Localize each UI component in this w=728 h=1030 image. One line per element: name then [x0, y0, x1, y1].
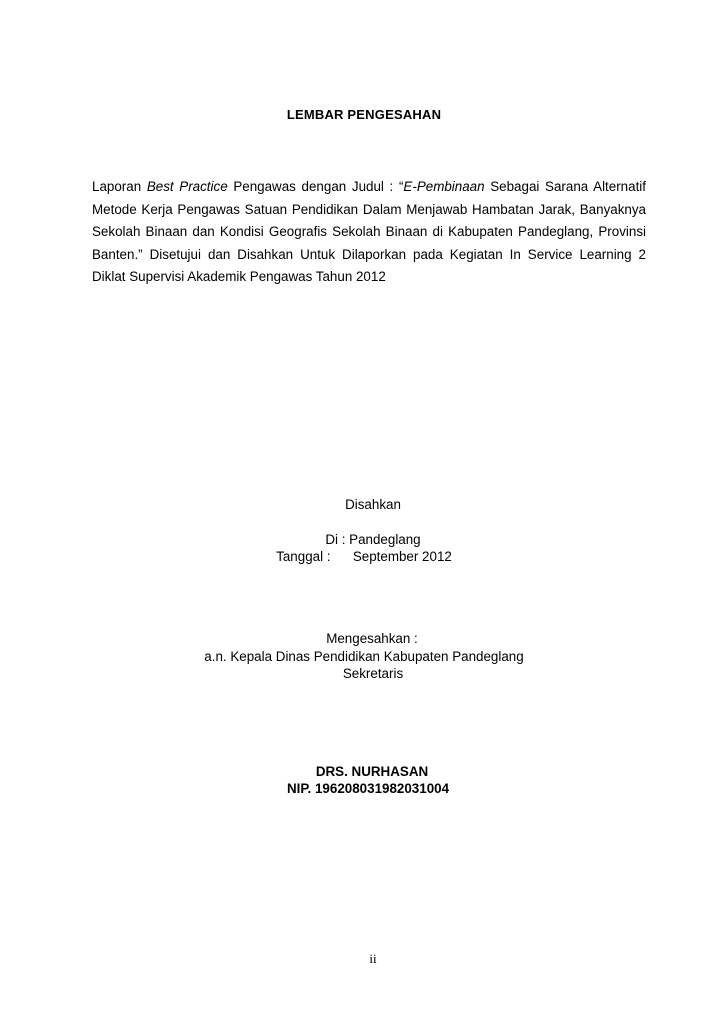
- signatory-name: DRS. NURHASAN: [315, 764, 429, 779]
- body-text-2: Pengawas dengan Judul : “: [227, 179, 404, 194]
- signatory-nip: NIP. 196208031982031004: [286, 781, 450, 796]
- disahkan-label: Disahkan: [345, 497, 401, 512]
- place-line: Di : Pandeglang: [325, 532, 421, 547]
- date-line: Tanggal : September 2012: [276, 549, 452, 564]
- page-title: LEMBAR PENGESAHAN: [286, 107, 442, 122]
- body-paragraph: [92, 176, 646, 289]
- endorsement-office: a.n. Kepala Dinas Pendidikan Kabupaten Pandeglang: [204, 649, 524, 664]
- page-number: ii: [369, 951, 377, 966]
- body-text-italic-e-pembinaan: E-Pembinaan: [403, 179, 485, 194]
- body-text-1: Laporan: [92, 179, 147, 194]
- endorsement-heading: Mengesahkan :: [326, 631, 418, 646]
- body-text-3: Sebagai Sarana Alternatif Metode Kerja Pengawas Satuan Pendidikan Dalam Menjawab Hambatan Jarak, Banyaknya Sekolah Binaan dan Kondisi Geografis Sekolah Binaan di Kabupaten Pandeglang, Provinsi Banten.” Disetujui dan Disahkan Untuk Dilaporkan pada Kegiatan In Service Learning 2 Diklat Supervisi Akademik Pengawas Tahun 2012: [92, 179, 646, 284]
- endorsement-position: Sekretaris: [342, 666, 404, 681]
- body-text-italic-best-practice: Best Practice: [146, 179, 228, 194]
